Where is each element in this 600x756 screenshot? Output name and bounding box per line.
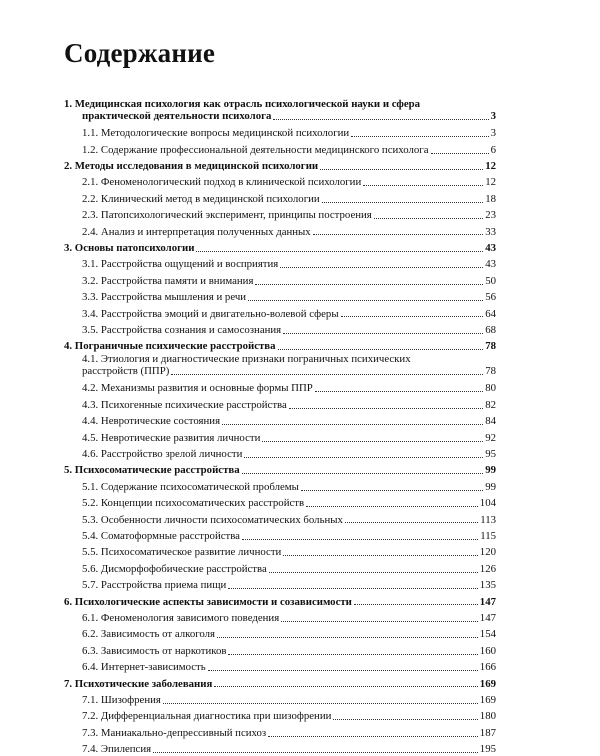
dot-leader <box>248 300 483 301</box>
toc-entry-title: 3.3. Расстройства мышления и речи <box>82 291 247 304</box>
toc-section <box>64 740 496 756</box>
toc-page-number: 18 <box>485 192 496 205</box>
toc-section <box>64 222 496 238</box>
toc-entry-title: 3.1. Расстройства ощущений и восприятия <box>82 258 279 271</box>
toc-section <box>64 543 496 559</box>
toc-page-number: 84 <box>485 415 496 428</box>
dot-leader <box>431 153 489 154</box>
toc-entry-title: 4.4. Невротические состояния <box>82 415 221 428</box>
toc-entry-title: 2.2. Клинический метод в медицинской психологии <box>82 192 320 205</box>
dot-leader <box>280 267 483 268</box>
dot-leader <box>196 251 483 252</box>
dot-leader <box>208 670 478 671</box>
toc-section <box>64 379 496 395</box>
toc-section <box>64 206 496 222</box>
toc-chapter <box>64 99 496 123</box>
toc-entry-title: 5.7. Расстройства приема пищи <box>82 579 227 592</box>
toc-page-number: 115 <box>480 530 496 542</box>
dot-leader <box>171 374 483 375</box>
toc-entry-title: 6.2. Зависимость от алкоголя <box>82 628 215 641</box>
dot-leader <box>351 136 488 137</box>
dot-leader <box>283 333 483 334</box>
dot-leader <box>333 719 477 720</box>
toc-entry-title: 7.2. Дифференциальная диагностика при шизофрении <box>82 710 332 723</box>
toc-entry-title: 5.2. Концепции психосоматических расстройств <box>82 497 305 510</box>
toc-page-number: 12 <box>485 176 496 189</box>
dot-leader <box>306 506 478 507</box>
toc-entry-title-line2: практической деятельности психолога <box>82 109 272 122</box>
dot-leader <box>217 637 478 638</box>
toc-section <box>64 526 496 542</box>
dot-leader <box>374 218 483 219</box>
toc-section <box>64 124 496 140</box>
toc-page-number: 187 <box>479 726 496 739</box>
toc-section <box>64 288 496 304</box>
toc-section <box>64 304 496 320</box>
dot-leader <box>273 119 488 120</box>
dot-leader <box>228 654 477 655</box>
dot-leader <box>268 736 478 737</box>
toc-entry-title: 4.6. Расстройство зрелой личности <box>82 448 243 461</box>
toc-entry-title: 4. Пограничные психические расстройства <box>64 340 276 353</box>
toc-page-number: 92 <box>485 431 496 444</box>
toc-page-number: 169 <box>479 677 496 690</box>
toc-section <box>64 173 496 189</box>
toc-page-number: 99 <box>485 480 496 493</box>
toc-entry-line2 <box>64 111 496 123</box>
dot-leader <box>228 588 477 589</box>
dot-leader <box>289 408 483 409</box>
dot-leader <box>322 202 484 203</box>
dot-leader <box>269 572 478 573</box>
toc-chapter <box>64 461 496 477</box>
toc-page-number: 195 <box>479 743 496 756</box>
toc-page-number: 99 <box>485 464 496 477</box>
toc-section <box>64 189 496 205</box>
toc-page-number: 160 <box>479 644 496 657</box>
dot-leader <box>242 539 478 540</box>
toc-entry-title: 4.3. Психогенные психические расстройства <box>82 398 287 411</box>
toc-section <box>64 625 496 641</box>
toc-chapter <box>64 592 496 608</box>
toc-entry-title: 2.1. Феноменологический подход в клинической психологии <box>82 176 362 189</box>
toc-entry-title: 5.6. Дисморфофобические расстройства <box>82 562 267 575</box>
toc-section <box>64 354 496 378</box>
toc-section <box>64 395 496 411</box>
toc-section <box>64 576 496 592</box>
dot-leader <box>153 752 478 753</box>
toc-page-number: 33 <box>485 225 496 238</box>
toc-chapter <box>64 674 496 690</box>
dot-leader <box>354 604 478 605</box>
toc-page-number: 78 <box>485 365 496 378</box>
toc-page-number: 180 <box>479 710 496 723</box>
toc-entry-title-line1: 1. Медицинская психология как отрасль психологической науки и сфера <box>64 98 421 110</box>
toc-entry-title: 3.4. Расстройства эмоций и двигательно-волевой сферы <box>82 307 339 320</box>
toc-section <box>64 690 496 706</box>
toc-entry-line2 <box>82 366 496 378</box>
dot-leader <box>255 284 483 285</box>
toc-page-number: 135 <box>479 579 496 592</box>
toc-page-number: 104 <box>479 497 496 510</box>
toc-section <box>64 494 496 510</box>
dot-leader <box>278 349 484 350</box>
toc-entry-title: 6.1. Феноменология зависимого поведения <box>82 611 280 624</box>
toc-entry-title: 3.5. Расстройства сознания и самосознания <box>82 323 282 336</box>
toc-section <box>64 723 496 739</box>
toc-entry-title: 4.2. Механизмы развития и основные формы ППР <box>82 382 313 395</box>
table-of-contents <box>64 98 496 756</box>
toc-section <box>64 510 496 526</box>
toc-page-number: 169 <box>479 693 496 706</box>
toc-page-number: 23 <box>485 209 496 222</box>
toc-entry-title-line1: 4.1. Этиология и диагностические признаки пограничных психических <box>82 353 411 366</box>
toc-entry-title: 2.4. Анализ и интерпретация полученных данных <box>82 225 311 238</box>
toc-entry-title: 5.5. Психосоматическое развитие личности <box>82 546 282 559</box>
toc-page-number: 43 <box>485 242 496 254</box>
toc-entry-title: 5. Психосоматические расстройства <box>64 464 240 477</box>
toc-entry-title-line2: расстройств (ППР) <box>82 365 170 378</box>
toc-page-number: 82 <box>485 398 496 411</box>
toc-section <box>64 445 496 461</box>
dot-leader <box>163 703 478 704</box>
dot-leader <box>301 490 483 491</box>
toc-page-number: 80 <box>485 382 496 395</box>
dot-leader <box>244 457 483 458</box>
toc-entry-title: 5.1. Содержание психосоматической проблемы <box>82 480 299 493</box>
toc-page-number: 78 <box>485 340 496 353</box>
toc-section <box>64 608 496 624</box>
toc-page-number: 126 <box>479 562 496 575</box>
toc-entry-title: 6.4. Интернет-зависимость <box>82 661 206 674</box>
toc-entry-title: 2.3. Патопсихологический эксперимент, принципы построения <box>82 209 372 222</box>
toc-entry-title: 6. Психологические аспекты зависимости и созависимости <box>64 595 352 608</box>
toc-page-number: 6 <box>490 143 496 156</box>
dot-leader <box>222 424 483 425</box>
dot-leader <box>242 473 484 474</box>
toc-entry-title: 7.4. Эпилепсия <box>82 743 152 756</box>
toc-entry-title: 7.1. Шизофрения <box>82 693 161 706</box>
toc-chapter <box>64 157 496 173</box>
dot-leader <box>283 555 477 556</box>
toc-page-number: 166 <box>479 661 496 674</box>
toc-entry-title: 2. Методы исследования в медицинской психологии <box>64 160 319 173</box>
toc-section <box>64 707 496 723</box>
toc-entry-title: 4.5. Невротические развития личности <box>82 431 261 444</box>
dot-leader <box>281 621 478 622</box>
page-title: Содержание <box>64 38 216 68</box>
dot-leader <box>363 185 483 186</box>
toc-page-number: 3 <box>490 109 496 122</box>
dot-leader <box>320 169 483 170</box>
dot-leader <box>262 441 483 442</box>
toc-page-number: 147 <box>479 611 496 624</box>
toc-page-number: 50 <box>485 274 496 287</box>
toc-chapter <box>64 337 496 353</box>
toc-page-number: 95 <box>485 448 496 461</box>
toc-section <box>64 140 496 156</box>
toc-section <box>64 641 496 657</box>
toc-section <box>64 658 496 674</box>
toc-page-number: 56 <box>485 291 496 304</box>
toc-entry-title: 6.3. Зависимость от наркотиков <box>82 644 227 657</box>
toc-page-number: 147 <box>479 595 496 608</box>
toc-section <box>64 271 496 287</box>
toc-entry-title: 7. Психотические заболевания <box>64 677 213 690</box>
dot-leader <box>313 234 483 235</box>
toc-page-number: 12 <box>485 160 496 173</box>
toc-section <box>64 477 496 493</box>
toc-page-number: 64 <box>485 307 496 320</box>
toc-page-number: 113 <box>480 513 496 526</box>
toc-entry-title: 3.2. Расстройства памяти и внимания <box>82 274 254 287</box>
dot-leader <box>341 316 484 317</box>
toc-entry-title: 1.1. Методологические вопросы медицинской психологии <box>82 127 350 140</box>
toc-section <box>64 428 496 444</box>
toc-page-number: 43 <box>485 258 496 271</box>
toc-entry-title: 1.2. Содержание профессиональной деятельности медицинского психолога <box>82 143 429 156</box>
toc-section <box>64 412 496 428</box>
toc-page-number: 120 <box>479 546 496 559</box>
toc-page-number: 68 <box>485 323 496 336</box>
dot-leader <box>345 522 478 523</box>
toc-section <box>64 320 496 336</box>
toc-page-number: 154 <box>479 628 496 641</box>
toc-page-number: 3 <box>490 127 496 140</box>
toc-entry-title: 3. Основы патопсихологии <box>64 242 195 254</box>
toc-entry-title: 7.3. Маниакально-депрессивный психоз <box>82 726 267 739</box>
toc-section <box>64 559 496 575</box>
toc-section <box>64 255 496 271</box>
toc-entry-title: 5.4. Соматоформные расстройства <box>82 530 240 542</box>
dot-leader <box>214 686 477 687</box>
toc-entry-title: 5.3. Особенности личности психосоматических больных <box>82 513 343 526</box>
dot-leader <box>315 391 483 392</box>
toc-chapter <box>64 238 496 254</box>
